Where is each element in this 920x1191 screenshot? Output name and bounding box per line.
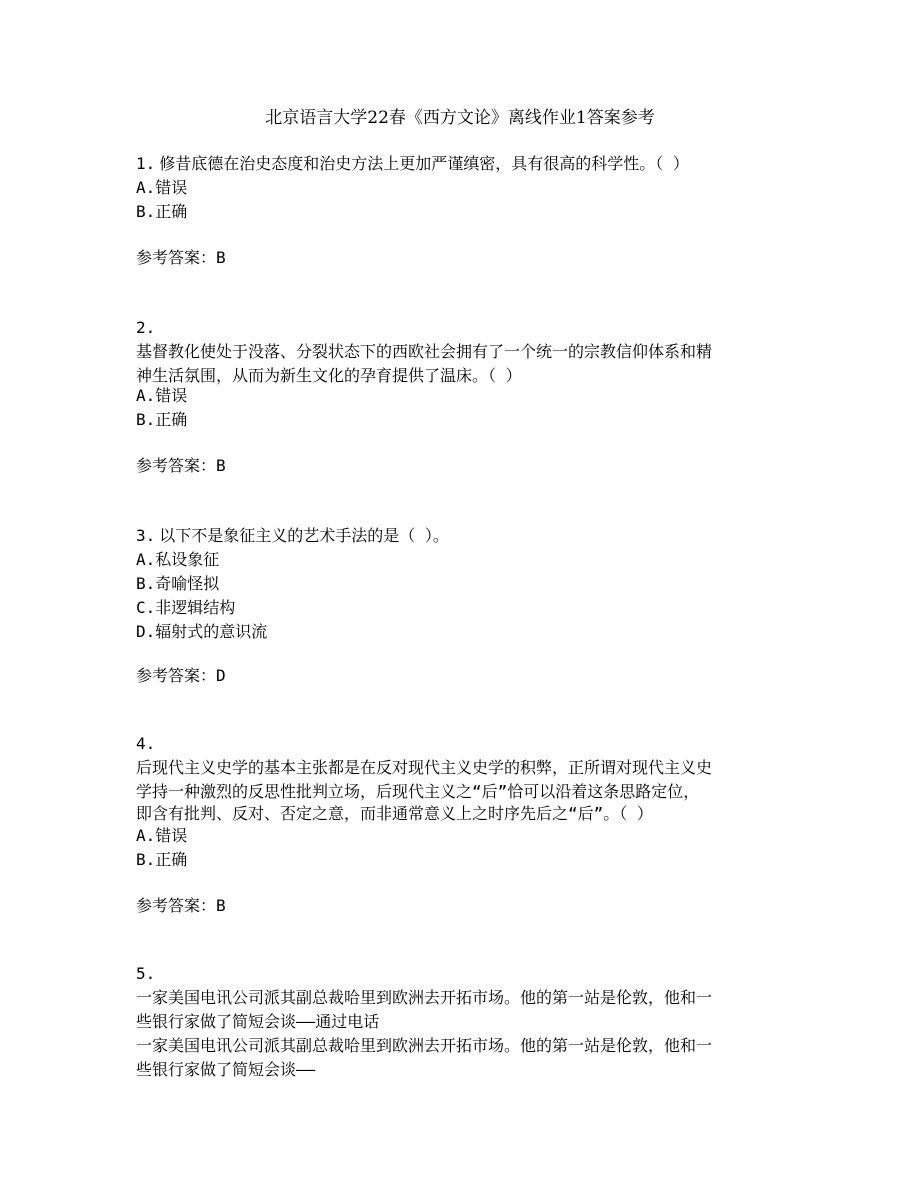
question-2-option-a: A.错误 — [136, 386, 188, 405]
question-2-option-b: B.正确 — [136, 410, 188, 429]
question-3-option-a: A.私设象征 — [136, 550, 220, 569]
question-4-stem-line-3: 即含有批判、反对、否定之意，而非通常意义上之时序先后之“后”。（ ） — [136, 804, 653, 823]
question-2-number: 2. — [136, 318, 156, 337]
question-4-option-a: A.错误 — [136, 826, 188, 845]
question-2-stem-line-1: 基督教化使处于没落、分裂状态下的西欧社会拥有了一个统一的宗教信仰体系和精 — [136, 342, 713, 361]
question-5-stem-line-2: 些银行家做了简短会谈——通过电话 — [136, 1012, 380, 1031]
question-4-number: 4. — [136, 734, 156, 753]
question-3-number: 3. — [136, 526, 156, 545]
question-1-answer: 参考答案：B — [136, 248, 226, 267]
question-5-number: 5. — [136, 964, 156, 983]
question-1-option-b: B.正确 — [136, 202, 188, 221]
question-4-stem-line-2: 学持一种激烈的反思性批判立场，后现代主义之“后”恰可以沿着这条思路定位， — [136, 782, 700, 801]
question-3-stem-line: 以下不是象征主义的艺术手法的是（ ）。 — [159, 526, 449, 545]
question-4-option-b: B.正确 — [136, 850, 188, 869]
question-1-option-a: A.错误 — [136, 178, 188, 197]
question-3-option-b: B.奇喻怪拟 — [136, 574, 220, 593]
question-3-stem — [136, 524, 449, 548]
question-3-option-c: C.非逻辑结构 — [136, 598, 236, 617]
document-title: 北京语言大学22春《西方文论》离线作业1答案参考 — [265, 108, 655, 128]
question-4-answer: 参考答案：B — [136, 896, 226, 915]
question-1-stem — [136, 152, 689, 176]
question-5-stem-line-4: 些银行家做了简短会谈—— — [136, 1060, 316, 1079]
question-3-answer: 参考答案：D — [136, 666, 226, 685]
question-5-stem-line-3: 一家美国电讯公司派其副总裁哈里到欧洲去开拓市场。他的第一站是伦敦，他和一 — [136, 1036, 713, 1055]
question-1-stem-line: 修昔底德在治史态度和治史方法上更加严谨缜密，具有很高的科学性。（ ） — [159, 154, 689, 173]
question-5-stem-line-1: 一家美国电讯公司派其副总裁哈里到欧洲去开拓市场。他的第一站是伦敦，他和一 — [136, 988, 713, 1007]
question-2-answer: 参考答案：B — [136, 456, 226, 475]
question-4-stem-line-1: 后现代主义史学的基本主张都是在反对现代主义史学的积弊，正所谓对现代主义史 — [136, 758, 713, 777]
question-3-option-d: D.辐射式的意识流 — [136, 622, 268, 641]
question-1-number: 1. — [136, 154, 156, 173]
question-2-stem-line-2: 神生活氛围，从而为新生文化的孕育提供了温床。（ ） — [136, 366, 522, 385]
